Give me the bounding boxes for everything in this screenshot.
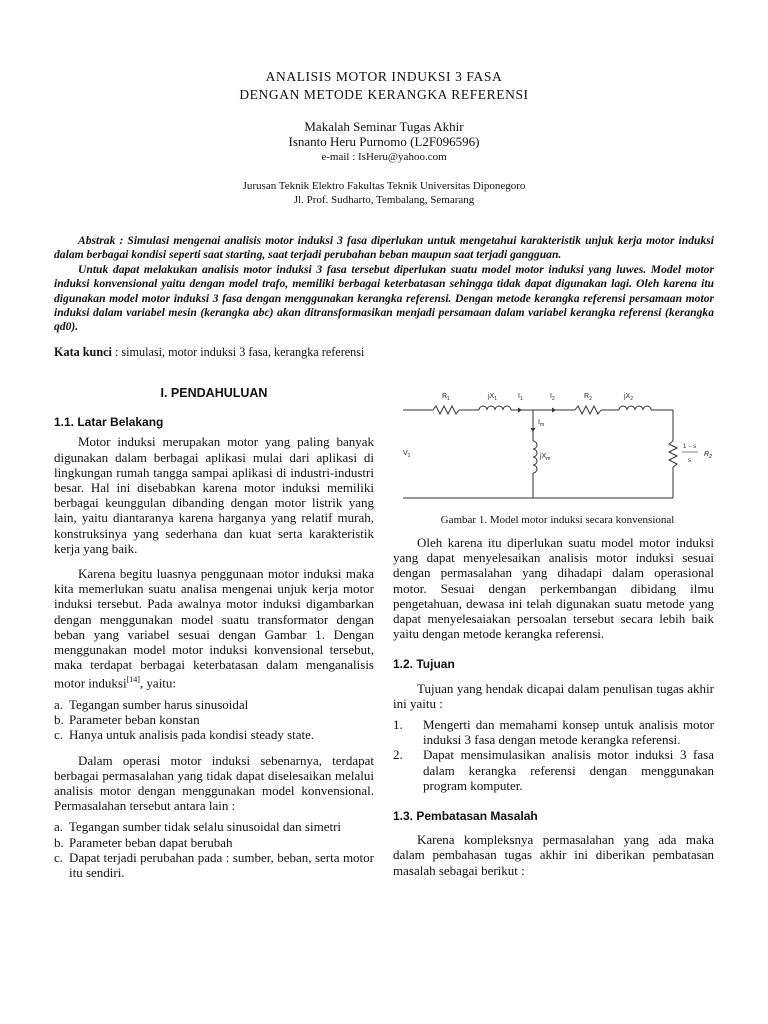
list-text: Parameter beban konstan: [69, 712, 200, 728]
subsection-latar-belakang: 1.1. Latar Belakang: [54, 415, 164, 430]
paragraph-latar-2: [54, 566, 374, 691]
label-r1: $R_1$: [442, 393, 450, 402]
list-item: [54, 712, 374, 727]
label-x2: $jX_2$: [624, 393, 634, 402]
list-marker: a.: [54, 696, 64, 712]
paragraph-latar-2-tail: , yaitu:: [139, 675, 177, 691]
limitations-list: [54, 697, 374, 743]
list-item: [54, 697, 374, 712]
paper-subtitle: Makalah Seminar Tugas Akhir: [304, 119, 464, 134]
goals-list: [393, 717, 714, 793]
list-item: [54, 850, 374, 880]
paragraph-tujuan: Tujuan yang hendak dicapai dalam penulisan tugas akhir ini yaitu :: [393, 680, 714, 711]
problems-list: [54, 819, 374, 880]
resistor-r1: [433, 406, 459, 414]
resistor-r2: [575, 406, 601, 414]
arrow-i1: [518, 408, 522, 413]
list-item: [393, 717, 714, 747]
resistor-load: [669, 441, 677, 467]
keywords-label: Kata kunci: [54, 345, 112, 359]
paper-title-line1: ANALISIS MOTOR INDUKSI 3 FASA: [265, 69, 503, 84]
list-text: Hanya untuk analisis pada kondisi steady state.: [69, 727, 315, 743]
paragraph-latar-1: Motor induksi merupakan motor yang paling banyak digunakan dalam berbagai aplikasi mulai dari aplikasi di lingkungan rumah tangga sampai aplikasi di industri-industri besar. Hal ini disebabkan karena motor induksi memiliki berbagai keunggulan dibanding dengan motor listrik yang lain, yaitu diantaranya karena harganya yang relatif murah, konstruksinya yang sederhana dan kuat serta karakteristik kerja yang baik.: [54, 434, 374, 556]
paragraph-latar-3: Dalam operasi motor induksi sebenarnya, terdapat berbagai permasalahan yang tidak dapat diselesaikan melalui analisis motor dengan menggunakan model konvensional. Permasalahan tersebut antara lain :: [54, 752, 374, 814]
list-text: Tegangan sumber harus sinusoidal: [69, 696, 249, 712]
label-im: $I_m$: [538, 419, 545, 428]
label-load-denominator: s: [688, 458, 691, 464]
list-text: Parameter beban dapat berubah: [69, 834, 233, 850]
label-load-r: $R_2$: [704, 451, 712, 460]
list-text: Dapat terjadi perubahan pada : sumber, beban, serta motor itu sendiri.: [69, 849, 374, 881]
right-column: [393, 535, 714, 878]
arrow-i2: [552, 408, 556, 413]
label-i1: $I_1$: [518, 393, 523, 402]
arrow-im: [531, 428, 536, 432]
label-v1: $V_1$: [403, 450, 411, 459]
list-marker: 2.: [393, 747, 403, 763]
list-marker: b.: [54, 712, 64, 728]
list-item: [393, 747, 714, 793]
paragraph-latar-2-text: Karena begitu luasnya penggunaan motor induksi maka kita memerlukan suatu analisa mengenai unjuk kerja motor induksi tersebut. Pada awalnya motor induksi digambarkan dengan menggunakan model suatu transformator dengan beban yang variabel sesuai dengan Gambar 1. Dengan menggunakan model motor induksi konvensional tersebut, maka terdapat berbagai keterbatasan dalam menganalisis motor induksi: [54, 566, 374, 691]
inductor-xm: [533, 441, 537, 473]
label-xm: $jX_m$: [540, 453, 551, 462]
label-r2: $R_2$: [584, 393, 592, 402]
paragraph-right-1: Oleh karena itu diperlukan suatu model motor induksi yang dapat menyelesaikan analisis motor induksi sesuai dengan permasalahan yang dihadapi dalam operasional motor. Sesuai dengan perkembangan dibidang ilmu pengetahuan, dewasa ini telah digunakan suatu metode yang dapat menyelesaiakan persoalan tersebut secara lebih baik yaitu dengan metode kerangka referensi.: [393, 535, 714, 642]
list-text: Tegangan sumber tidak selalu sinusoidal dan simetri: [69, 819, 342, 835]
left-column: [54, 386, 374, 880]
inductor-x2: [619, 406, 651, 410]
keywords-text: : simulasi, motor induksi 3 fasa, kerangka referensi: [111, 345, 365, 359]
author-name: Isnanto Heru Purnomo (L2F096596): [288, 134, 480, 149]
list-marker: c.: [54, 727, 64, 743]
list-text: Mengerti dan memahami konsep untuk analisis motor induksi 3 fasa dengan metode kerangka referensi.: [423, 717, 714, 748]
list-marker: a.: [54, 819, 64, 835]
list-marker: 1.: [393, 717, 403, 733]
label-i2: $I_2$: [550, 393, 555, 402]
keywords: [54, 345, 714, 360]
affiliation: Jurusan Teknik Elektro Fakultas Teknik Universitas Diponegoro: [242, 180, 526, 192]
label-load-numerator: 1 − s: [683, 444, 697, 450]
list-item: [54, 727, 374, 742]
label-x1: $jX_1$: [488, 393, 498, 402]
section-title-pendahuluan: I. PENDAHULUAN: [160, 386, 268, 400]
subsection-tujuan: 1.2. Tujuan: [393, 657, 455, 672]
paper-title-line2: DENGAN METODE KERANGKA REFERENSI: [239, 87, 529, 102]
address: Jl. Prof. Sudharto, Tembalang, Semarang: [293, 194, 475, 206]
subsection-pembatasan-masalah: 1.3. Pembatasan Masalah: [393, 809, 538, 824]
list-text: Dapat mensimulasikan analisis motor induksi 3 fasa dalam kerangka referensi dengan menggunakan program komputer.: [423, 747, 714, 793]
inductor-x1: [479, 406, 511, 410]
citation-ref: [14]: [126, 675, 140, 685]
list-marker: b.: [54, 834, 64, 850]
list-marker: c.: [54, 849, 64, 865]
author-email: e-mail : IsHeru@yahoo.com: [321, 151, 447, 163]
abstract-paragraph-2: Untuk dapat melakukan analisis motor induksi 3 fasa tersebut diperlukan suatu model motor induksi yang luwes. Model motor induksi konvensional yaitu dengan model trafo, memiliki berbagai keterbatasan sehingga tidak dapat digunakan lagi. Oleh karena itu digunakan model motor induksi 3 fasa dengan menggunakan kerangka referensi. Dengan metode kerangka referensi persamaan motor induksi dalam variabel mesin (kerangka abc) akan ditransformasikan menjadi persamaan dalam variabel kerangka referensi (kerangka qd0).: [54, 262, 714, 334]
abstract: [54, 234, 714, 335]
abstract-paragraph-1: Abstrak : Simulasi mengenai analisis motor induksi 3 fasa diperlukan untuk mengetahui karakteristik unjuk kerja motor induksi dalam berbagai kondisi seperti saat starting, saat terjadi perubahan beban maupun saat terjadi gangguan.: [54, 234, 714, 262]
list-item: [54, 819, 374, 834]
list-item: [54, 835, 374, 850]
equivalent-circuit-figure: [395, 385, 720, 505]
figure-caption: Gambar 1. Model motor induksi secara konvensional: [440, 514, 675, 526]
paragraph-pembatasan: Karena kompleksnya permasalahan yang ada maka dalam pembahasan tugas akhir ini diberikan pembatasan masalah sebagai berikut :: [393, 832, 714, 878]
